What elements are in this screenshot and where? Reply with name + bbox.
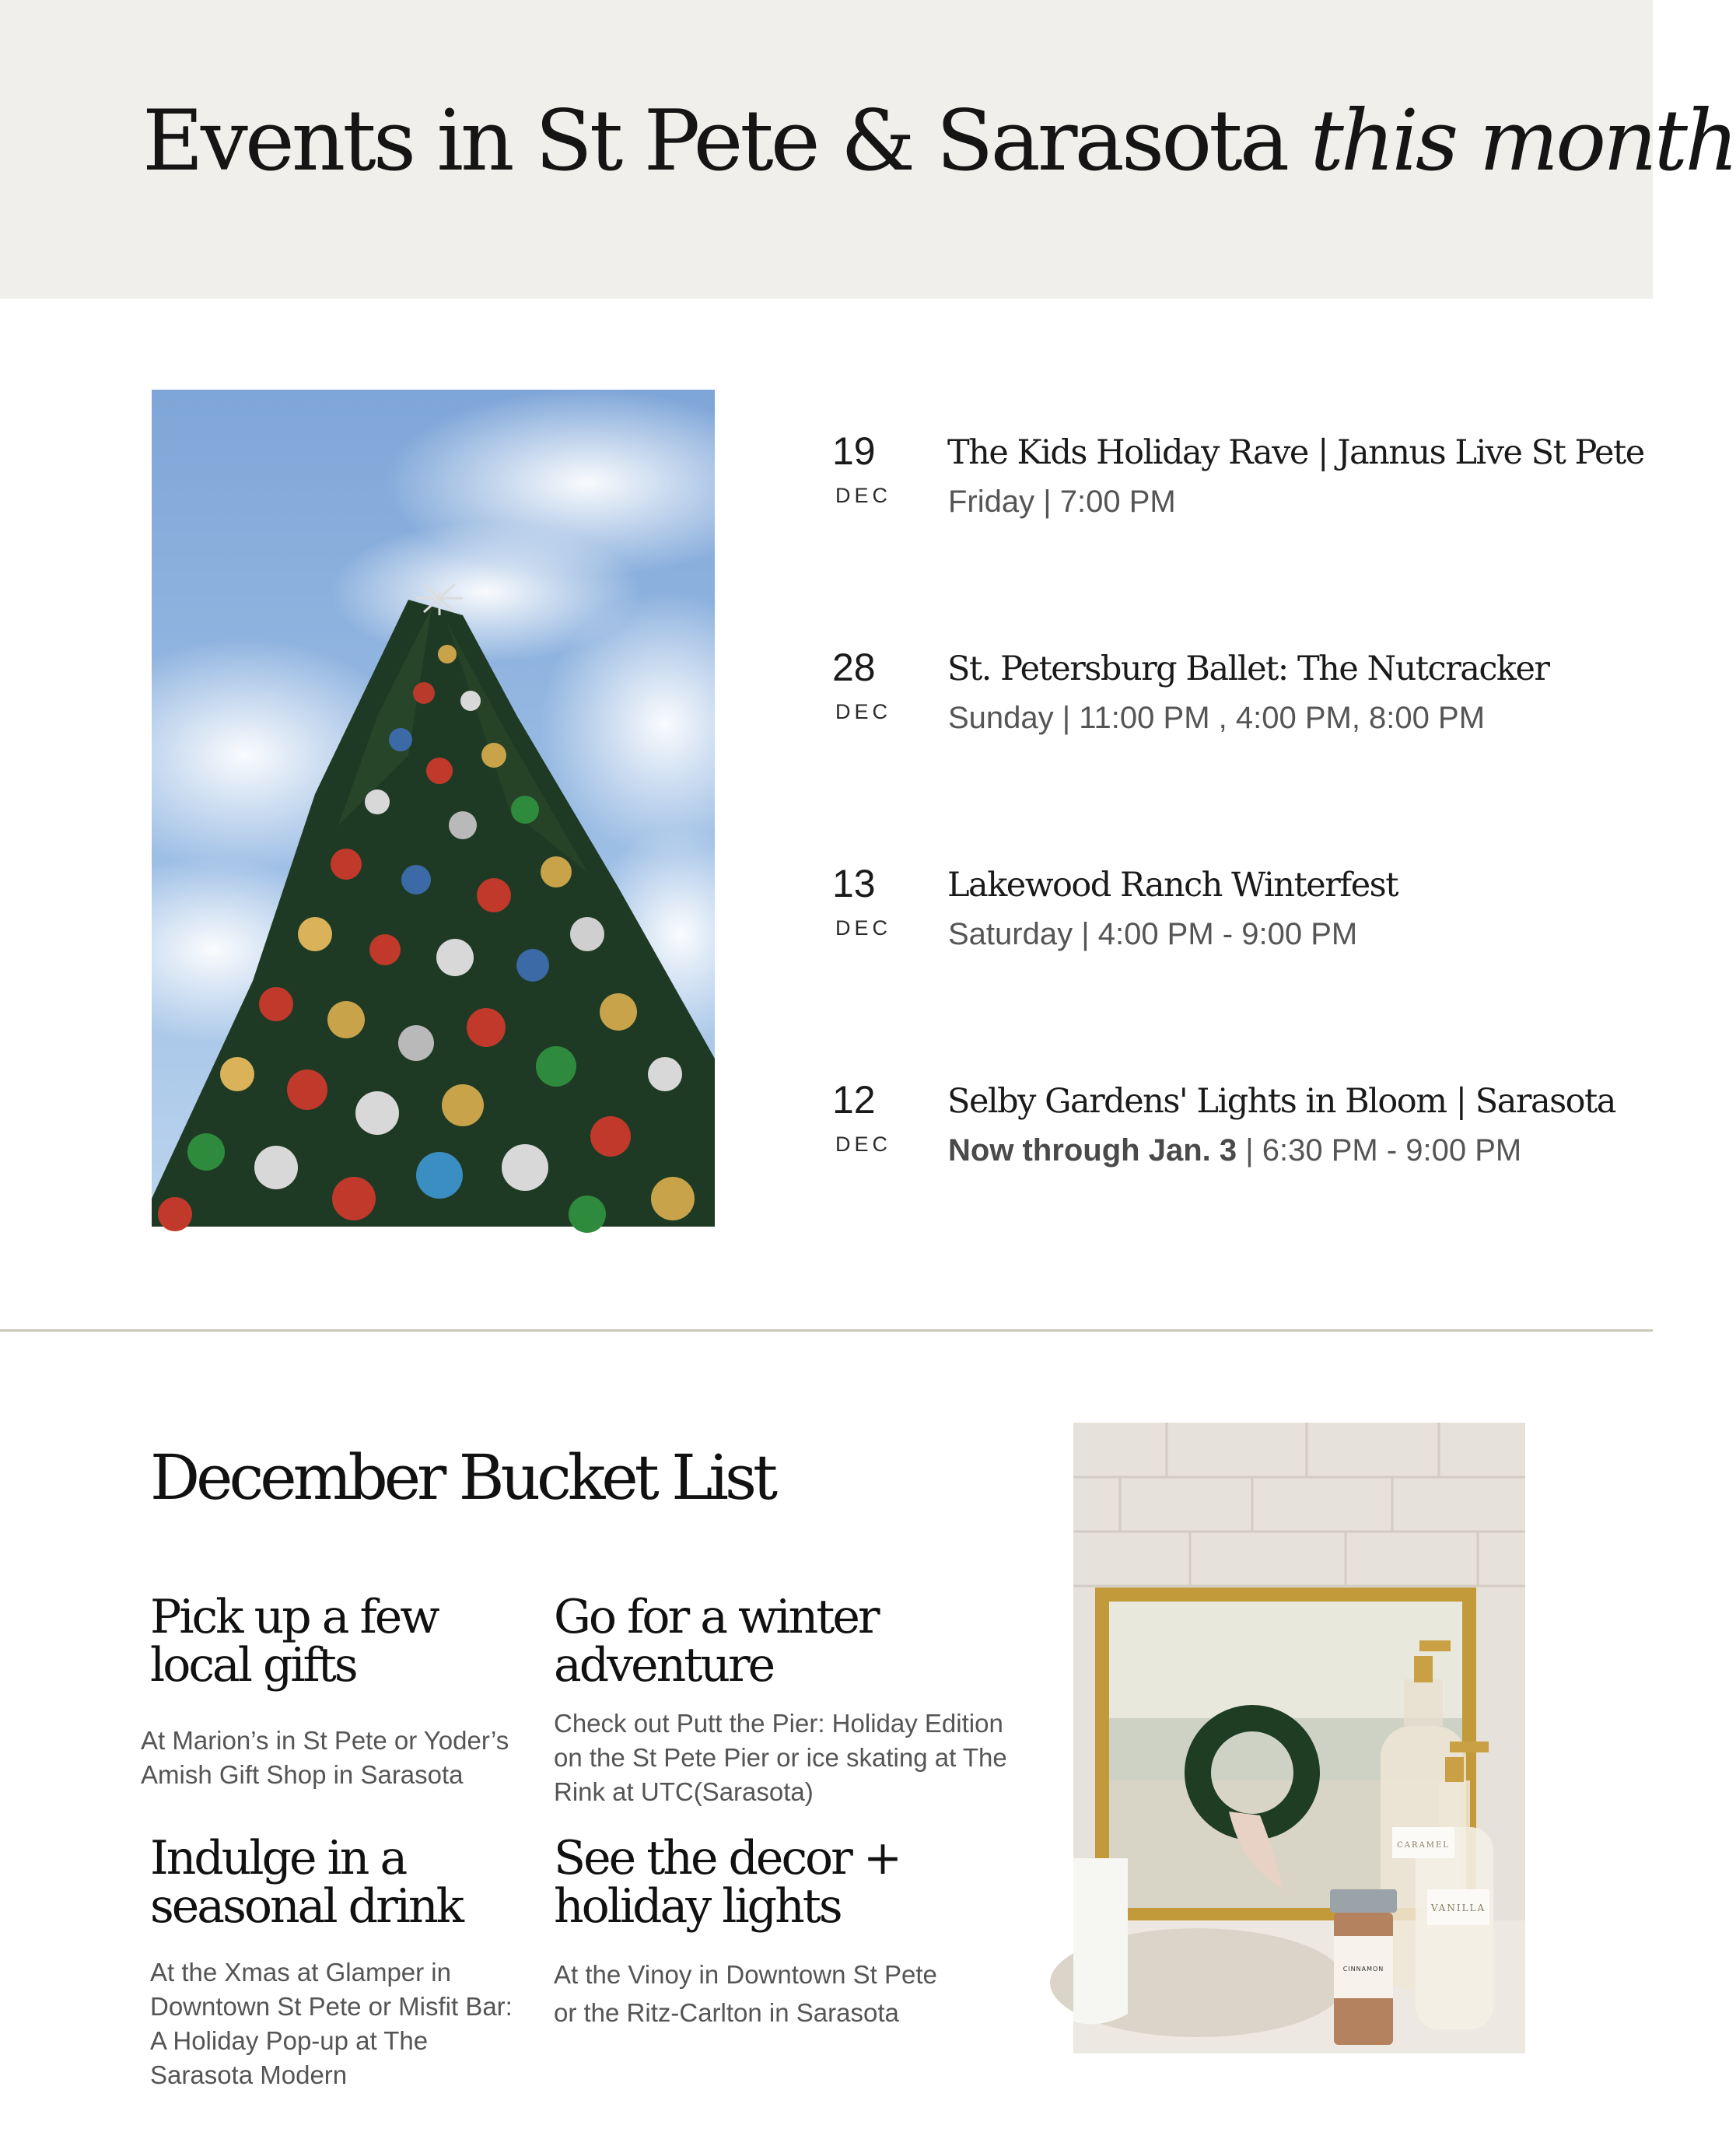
event-title: The Kids Holiday Rave | Jannus Live St Pete [947,433,1644,472]
event-when-text: Saturday | 4:00 PM - 9:00 PM [948,917,1358,951]
bucket-list-item [554,1590,1007,1806]
event-title: St. Petersburg Ballet: The Nutcracker [947,649,1549,688]
event-when [948,698,1485,737]
event-when-text: Sunday | 11:00 PM , 4:00 PM, 8:00 PM [948,701,1486,735]
event-title: Lakewood Ranch Winterfest [947,866,1398,905]
bucket-item-heading-line2: adventure [554,1638,774,1693]
event-day: 12 [832,1078,876,1122]
cinnamon-jar-label: CINNAMON [1342,1966,1384,1973]
bucket-item-heading-line2: seasonal drink [150,1879,462,1934]
event-day: 13 [832,862,876,905]
event-when-bold: Now through Jan. 3 [948,1133,1237,1168]
bucket-item-heading [150,1831,555,1934]
holiday-decor-photo [1073,1423,1525,2053]
bucket-item-description: Check out Putt the Pier: Holiday Edition on the St Pete Pier or ice skating at The Rink at UTC(Sarasota) [554,1709,1007,1806]
event-when [948,915,1357,954]
event-item [824,644,1602,784]
bucket-list-item [554,1831,958,2027]
bucket-list-title: December Bucket List [150,1441,775,1514]
event-when [948,482,1176,521]
bucket-item-description: At the Vinoy in Downtown St Pete or the Ritz-Carlton in Sarasota [554,1960,937,2027]
page-header [0,0,1736,299]
bucket-item-description: At Marion’s in St Pete or Yoder’s Amish Gift Shop in Sarasota [141,1726,509,1789]
caramel-bottle-label: CARAMEL [1397,1841,1450,1850]
bucket-item-heading [554,1590,958,1693]
event-item [824,860,1602,1000]
bucket-item-heading-line1: See the decor + [554,1831,901,1885]
bucket-item-heading-line1: Pick up a few [150,1590,438,1644]
bucket-list-item [141,1590,555,1789]
page-title-accent: this month [1310,93,1736,190]
bucket-item-heading-line2: holiday lights [554,1879,841,1934]
page-title-main: Events in St Pete & Sarasota [142,93,1287,190]
event-month: DEC [835,1133,892,1156]
event-item [824,1077,1615,1217]
event-item [824,428,1644,568]
bucket-item-heading-line2: local gifts [150,1638,356,1693]
event-month: DEC [835,916,892,940]
event-when-text: | 6:30 PM - 9:00 PM [1237,1133,1522,1168]
section-divider [0,1329,1653,1332]
event-month: DEC [835,484,892,507]
bucket-item-heading [554,1831,958,1934]
bucket-item-heading-line1: Indulge in a [150,1831,406,1885]
vanilla-bottle-label: VANILLA [1430,1903,1486,1913]
event-day: 28 [832,646,876,689]
event-when-text: Friday | 7:00 PM [948,485,1176,519]
christmas-tree-photo [152,390,715,1227]
page-title [142,87,1736,196]
bucket-item-heading-line1: Go for a winter [554,1590,878,1644]
bucket-item-heading [150,1590,555,1693]
event-when [948,1131,1521,1170]
bucket-list-item [150,1831,555,2089]
event-month: DEC [835,700,892,723]
bucket-item-description: At the Xmas at Glamper in Downtown St Pete or Misfit Bar: A Holiday Pop-up at The Sarasota Modern [150,1958,513,2089]
event-day: 19 [832,429,876,473]
event-title: Selby Gardens' Lights in Bloom | Sarasota [947,1082,1615,1121]
